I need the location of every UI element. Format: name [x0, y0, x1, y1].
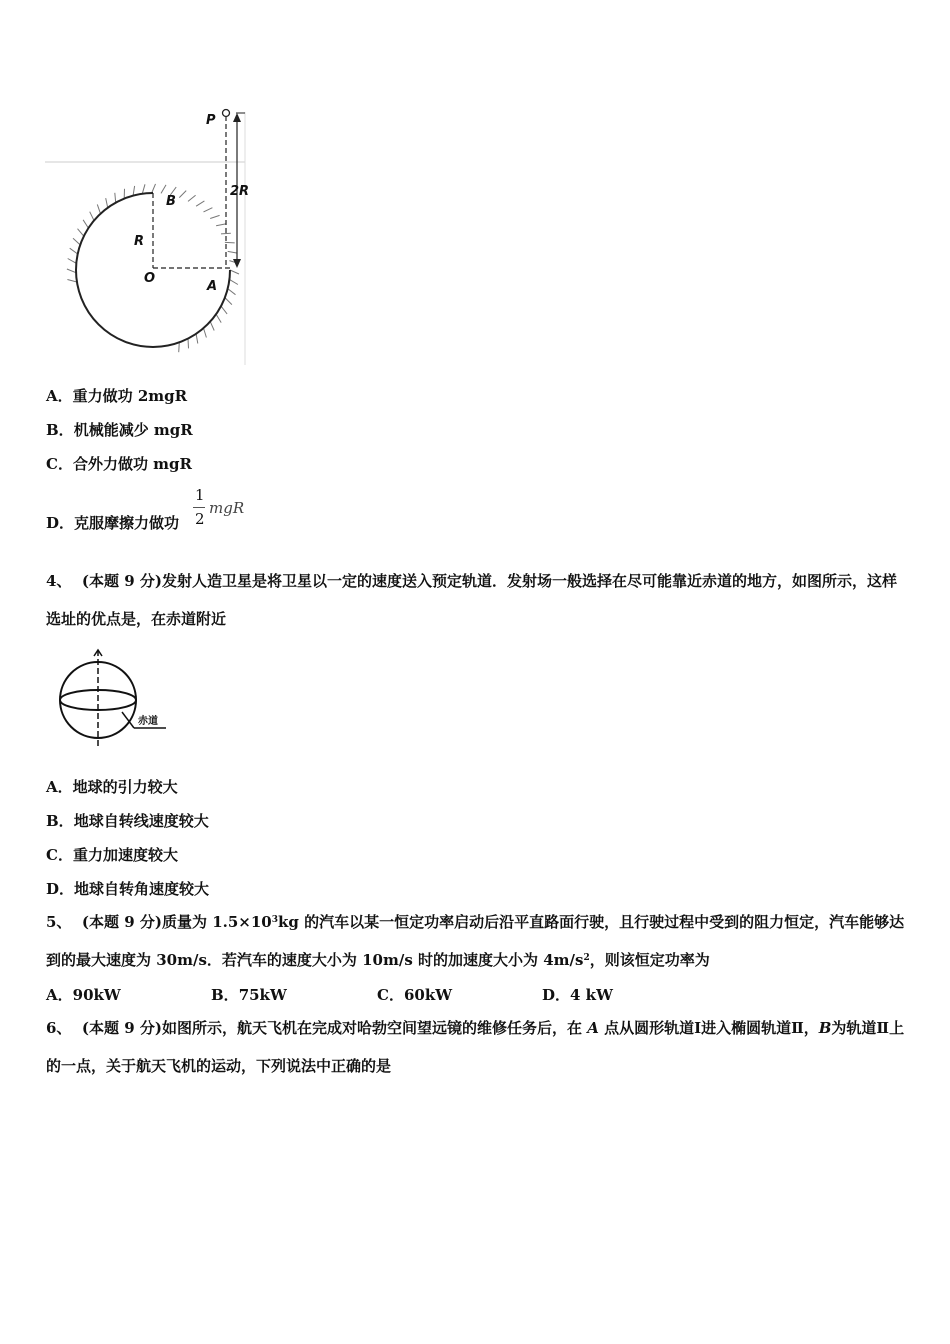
label-2r: 2R [230, 184, 250, 199]
hatch-mark [179, 191, 186, 198]
hatch-mark [216, 224, 226, 226]
hatch-mark [210, 215, 219, 218]
hatch-mark [225, 298, 232, 305]
q3-option-b: B．机械能减少 mgR [46, 421, 193, 439]
hatch-mark [225, 242, 235, 243]
globe-figure [50, 648, 180, 753]
q5-option-b: B．75kW [211, 986, 287, 1004]
hatch-mark [188, 195, 196, 201]
hatch-mark [221, 233, 231, 234]
label-o: O [144, 271, 156, 286]
q3-option-a: A．重力做功 2mgR [46, 387, 188, 405]
hatch-mark [70, 248, 78, 254]
circular-track-figure [40, 100, 260, 370]
hatch-mark [228, 289, 236, 295]
hatch-mark [188, 339, 189, 349]
track-arc [76, 193, 230, 347]
hatch-mark [228, 251, 238, 253]
hatch-mark [67, 269, 76, 273]
hatch-mark [152, 184, 156, 193]
hatch-mark [204, 208, 213, 212]
q4-option-d: D．地球自转角速度较大 [46, 880, 210, 898]
hatch-mark [133, 186, 135, 196]
equator-label: 赤道 [138, 716, 158, 727]
hatch-mark [106, 198, 108, 208]
hatch-mark [230, 270, 239, 274]
q4-stem: 4、 (本题 9 分)发射人造卫星是将卫星以一定的速度送入预定轨道．发射场一般选择在尽可能靠近赤道的地方，如图所示，这样选址的优点是，在赤道附近 [46, 572, 897, 628]
hatch-mark [68, 259, 77, 264]
q3-option-d: D．克服摩擦力做功 [46, 514, 180, 532]
hatch-mark [67, 280, 77, 283]
hatch-mark [196, 201, 204, 206]
hatch-mark [115, 193, 116, 203]
q5-option-a: A．90kW [46, 986, 121, 1004]
hatch-mark [78, 229, 84, 237]
hatch-mark [142, 184, 145, 193]
fraction-half-mgr: 1 2 mgR [195, 486, 245, 528]
hatch-mark [97, 204, 100, 213]
hatch-mark [204, 328, 207, 337]
q3-option-c: C．合外力做功 mgR [46, 455, 193, 473]
q4-option-c: C．重力加速度较大 [46, 846, 178, 864]
q5-stem: 5、 (本题 9 分)质量为 $1.5\times 10^3kg$ 的汽车以某一恒定功率启动后沿平直路面行驶，且行驶过程中受到的阻力恒定，汽车能够达到的最大速度为 30m/s．若汽车的速度大小为 10m/s 时的加速度大小为 $4m/s^2$，则该恒定功率为 [46, 913, 905, 969]
label-p: P [206, 113, 216, 128]
q6-stem: 6、 (本题 9 分)如图所示，航天飞机在完成对哈勃空间望远镜的维修任务后，在 A 点从圆形轨道Ⅰ进入椭圆轨道Ⅱ，B为轨道Ⅱ上的一点，关于航天飞机的运动，下列说法中正确的是 [46, 1019, 905, 1075]
hatch-mark [179, 342, 180, 352]
hatch-mark [229, 279, 238, 284]
hatch-mark [83, 220, 88, 228]
q5-option-d: D．4 kW [542, 986, 613, 1004]
hatch-mark [216, 314, 221, 322]
hatch-mark [90, 212, 94, 221]
hatch-mark [221, 306, 227, 314]
ball-p [223, 110, 230, 117]
q5-option-c: C．60kW [377, 986, 453, 1004]
hatch-mark [161, 185, 166, 194]
hatch-mark [73, 238, 80, 245]
hatch-mark [210, 322, 214, 331]
label-r: R [134, 234, 145, 249]
hatch-mark [196, 334, 198, 344]
q4-option-b: B．地球自转线速度较大 [46, 812, 209, 830]
label-a: A [207, 279, 218, 294]
q4-option-a: A．地球的引力较大 [46, 778, 178, 796]
label-b: B [166, 194, 176, 209]
